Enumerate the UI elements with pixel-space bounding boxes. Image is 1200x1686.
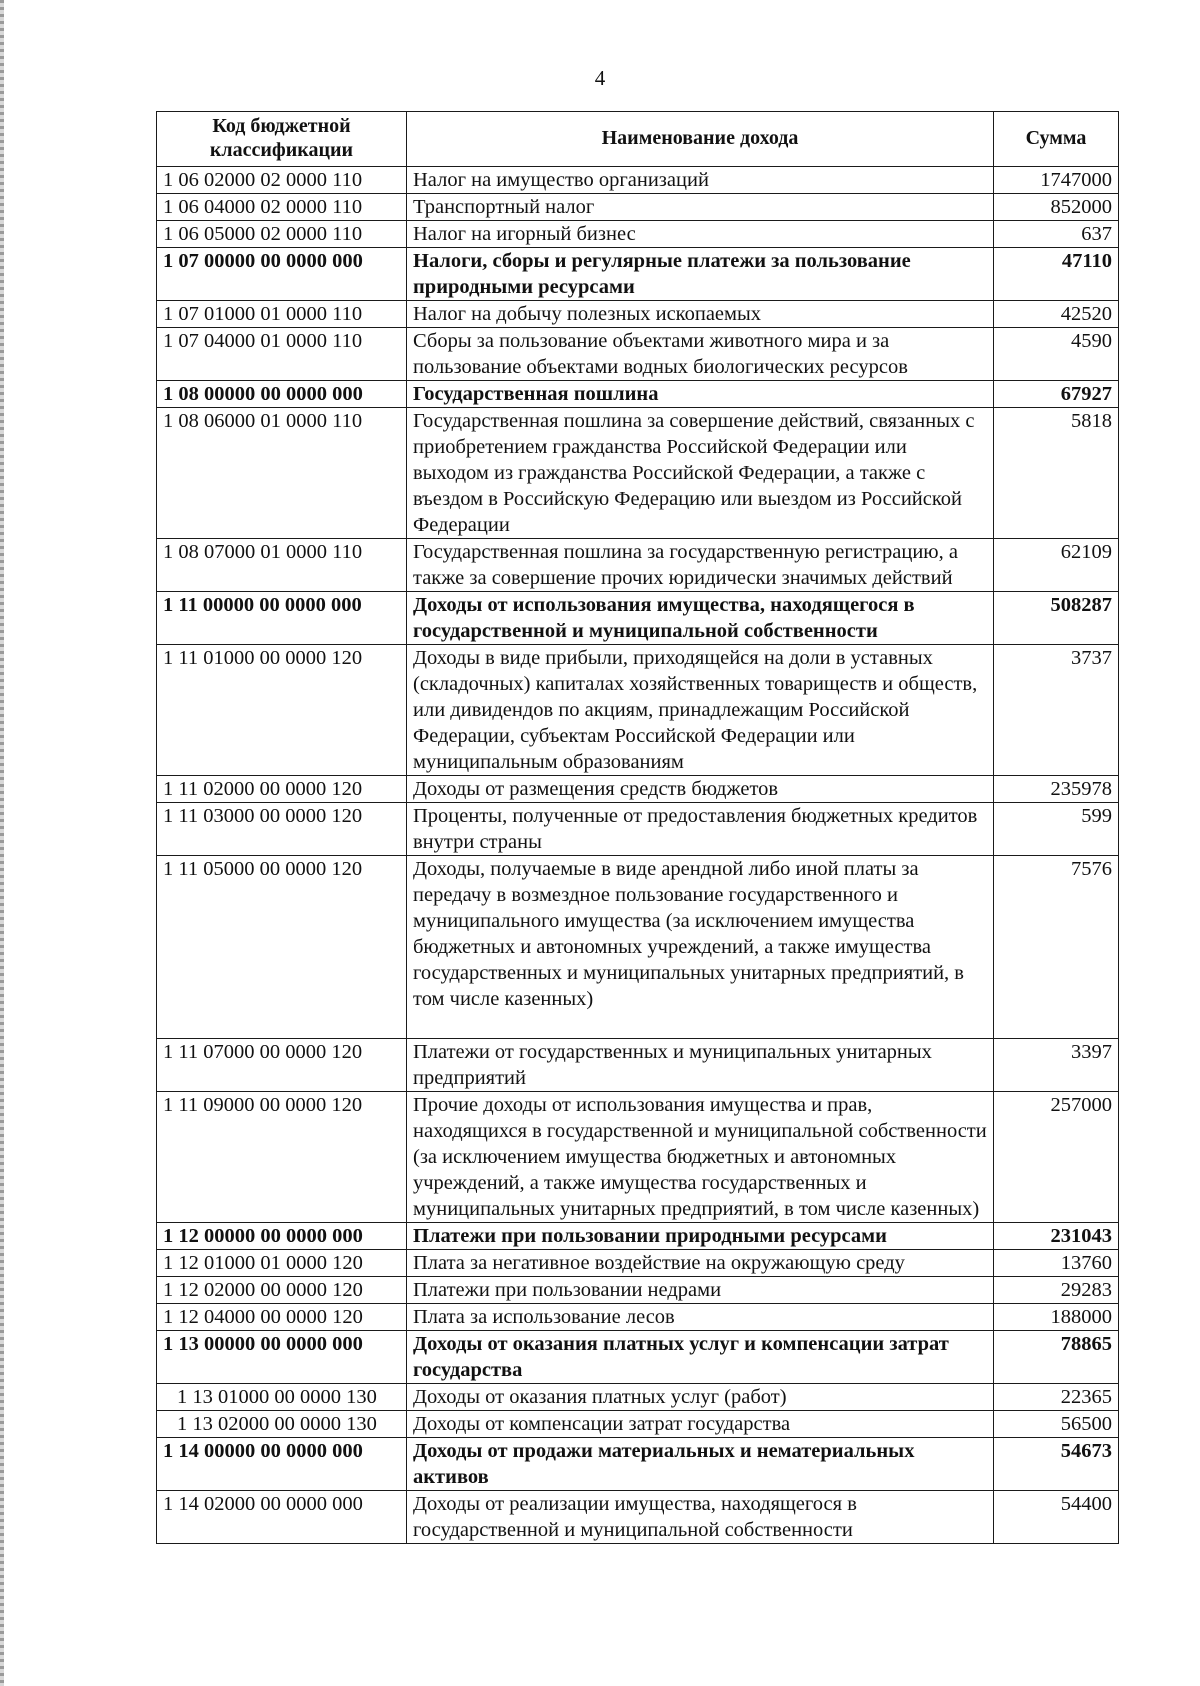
amount-cell: 67927	[994, 381, 1119, 408]
table-row	[157, 776, 1119, 803]
table-row	[157, 328, 1119, 381]
amount-cell: 54673	[994, 1438, 1119, 1491]
revenue-name-cell: Доходы от реализации имущества, находящегося в государственной и муниципальной собственности	[407, 1491, 994, 1544]
table-row	[157, 1411, 1119, 1438]
table-row	[157, 194, 1119, 221]
table-row	[157, 408, 1119, 539]
table-row	[157, 803, 1119, 856]
budget-code-cell: 1 06 04000 02 0000 110	[157, 194, 407, 221]
table-row	[157, 1491, 1119, 1544]
revenue-name-cell: Доходы от оказания платных услуг (работ)	[407, 1384, 994, 1411]
table-row	[157, 1304, 1119, 1331]
revenue-name-cell: Налог на добычу полезных ископаемых	[407, 301, 994, 328]
budget-code-cell: 1 11 05000 00 0000 120	[157, 856, 407, 1039]
budget-code-cell: 1 11 03000 00 0000 120	[157, 803, 407, 856]
revenue-name-cell: Сборы за пользование объектами животного мира и за пользование объектами водных биологических ресурсов	[407, 328, 994, 381]
revenue-name-cell: Налоги, сборы и регулярные платежи за пользование природными ресурсами	[407, 248, 994, 301]
budget-code-cell: 1 08 06000 01 0000 110	[157, 408, 407, 539]
revenue-name-cell: Государственная пошлина	[407, 381, 994, 408]
budget-code-cell: 1 11 01000 00 0000 120	[157, 645, 407, 776]
amount-cell: 7576	[994, 856, 1119, 1039]
revenue-name-cell: Доходы от размещения средств бюджетов	[407, 776, 994, 803]
revenue-name-cell: Доходы от использования имущества, находящегося в государственной и муниципальной собственности	[407, 592, 994, 645]
budget-code-cell: 1 07 00000 00 0000 000	[157, 248, 407, 301]
budget-code-cell: 1 07 01000 01 0000 110	[157, 301, 407, 328]
table-row	[157, 645, 1119, 776]
scan-edge	[0, 0, 4, 1686]
budget-code-cell: 1 11 02000 00 0000 120	[157, 776, 407, 803]
budget-code-cell: 1 14 00000 00 0000 000	[157, 1438, 407, 1491]
revenue-name-cell: Доходы от компенсации затрат государства	[407, 1411, 994, 1438]
revenue-name-cell: Проценты, полученные от предоставления бюджетных кредитов внутри страны	[407, 803, 994, 856]
table-row	[157, 1223, 1119, 1250]
table-row	[157, 1384, 1119, 1411]
amount-cell: 3397	[994, 1039, 1119, 1092]
table-row	[157, 1250, 1119, 1277]
budget-code-cell: 1 11 07000 00 0000 120	[157, 1039, 407, 1092]
budget-code-cell: 1 12 00000 00 0000 000	[157, 1223, 407, 1250]
table-row	[157, 539, 1119, 592]
header-name: Наименование дохода	[407, 112, 994, 167]
amount-cell: 852000	[994, 194, 1119, 221]
revenue-table	[156, 111, 1119, 1544]
revenue-name-cell: Платежи от государственных и муниципальных унитарных предприятий	[407, 1039, 994, 1092]
revenue-name-cell: Доходы в виде прибыли, приходящейся на доли в уставных (складочных) капиталах хозяйственных товариществ и обществ, или дивидендов по акциям, принадлежащим Российской Федерации, субъектам Российской Федерации или муниципальным образованиям	[407, 645, 994, 776]
amount-cell: 3737	[994, 645, 1119, 776]
table-row	[157, 381, 1119, 408]
budget-code-cell: 1 13 00000 00 0000 000	[157, 1331, 407, 1384]
budget-code-cell: 1 12 01000 01 0000 120	[157, 1250, 407, 1277]
table-body	[157, 167, 1119, 1544]
revenue-name-cell: Прочие доходы от использования имущества и прав, находящихся в государственной и муниципальной собственности (за исключением имущества бюджетных и автономных учреждений, а также имущества государственных и муниципальных унитарных предприятий, в том числе казенных)	[407, 1092, 994, 1223]
revenue-name-cell: Платежи при пользовании природными ресурсами	[407, 1223, 994, 1250]
budget-code-cell: 1 13 01000 00 0000 130	[157, 1384, 407, 1411]
amount-cell: 1747000	[994, 167, 1119, 194]
table-row	[157, 167, 1119, 194]
header-code: Код бюджетной классификации	[157, 112, 407, 167]
budget-code-cell: 1 12 02000 00 0000 120	[157, 1277, 407, 1304]
header-sum: Сумма	[994, 112, 1119, 167]
revenue-name-cell: Доходы от оказания платных услуг и компенсации затрат государства	[407, 1331, 994, 1384]
budget-code-cell: 1 07 04000 01 0000 110	[157, 328, 407, 381]
budget-code-cell: 1 06 05000 02 0000 110	[157, 221, 407, 248]
budget-code-cell: 1 13 02000 00 0000 130	[157, 1411, 407, 1438]
revenue-name-cell: Доходы, получаемые в виде арендной либо иной платы за передачу в возмездное пользование государственного и муниципального имущества (за исключением имущества бюджетных и автономных учреждений, а также имущества государственных и муниципальных унитарных предприятий, в том числе казенных)	[407, 856, 994, 1039]
amount-cell: 5818	[994, 408, 1119, 539]
revenue-name-cell: Плата за использование лесов	[407, 1304, 994, 1331]
amount-cell: 54400	[994, 1491, 1119, 1544]
budget-code-cell: 1 12 04000 00 0000 120	[157, 1304, 407, 1331]
table-row	[157, 221, 1119, 248]
table-header-row	[157, 112, 1119, 167]
amount-cell: 13760	[994, 1250, 1119, 1277]
amount-cell: 4590	[994, 328, 1119, 381]
revenue-name-cell: Плата за негативное воздействие на окружающую среду	[407, 1250, 994, 1277]
table-row	[157, 1092, 1119, 1223]
amount-cell: 42520	[994, 301, 1119, 328]
budget-code-cell: 1 08 00000 00 0000 000	[157, 381, 407, 408]
table-row	[157, 301, 1119, 328]
table-row	[157, 1331, 1119, 1384]
amount-cell: 188000	[994, 1304, 1119, 1331]
budget-code-cell: 1 08 07000 01 0000 110	[157, 539, 407, 592]
table-row	[157, 1438, 1119, 1491]
revenue-name-cell: Доходы от продажи материальных и нематериальных активов	[407, 1438, 994, 1491]
table-row	[157, 856, 1119, 1039]
revenue-name-cell: Транспортный налог	[407, 194, 994, 221]
table-row	[157, 1039, 1119, 1092]
amount-cell: 62109	[994, 539, 1119, 592]
table-row	[157, 1277, 1119, 1304]
amount-cell: 637	[994, 221, 1119, 248]
amount-cell: 235978	[994, 776, 1119, 803]
revenue-name-cell: Налог на имущество организаций	[407, 167, 994, 194]
revenue-name-cell: Платежи при пользовании недрами	[407, 1277, 994, 1304]
revenue-name-cell: Государственная пошлина за государственную регистрацию, а также за совершение прочих юридически значимых действий	[407, 539, 994, 592]
table-row	[157, 248, 1119, 301]
amount-cell: 47110	[994, 248, 1119, 301]
budget-code-cell: 1 06 02000 02 0000 110	[157, 167, 407, 194]
amount-cell: 257000	[994, 1092, 1119, 1223]
revenue-name-cell: Налог на игорный бизнес	[407, 221, 994, 248]
budget-code-cell: 1 14 02000 00 0000 000	[157, 1491, 407, 1544]
budget-code-cell: 1 11 00000 00 0000 000	[157, 592, 407, 645]
amount-cell: 599	[994, 803, 1119, 856]
table-row	[157, 592, 1119, 645]
page-number: 4	[594, 66, 606, 90]
amount-cell: 508287	[994, 592, 1119, 645]
amount-cell: 22365	[994, 1384, 1119, 1411]
amount-cell: 231043	[994, 1223, 1119, 1250]
revenue-name-cell: Государственная пошлина за совершение действий, связанных с приобретением гражданства Российской Федерации или выходом из гражданства Российской Федерации, а также с въездом в Российскую Федерацию или выездом из Российской Федерации	[407, 408, 994, 539]
amount-cell: 78865	[994, 1331, 1119, 1384]
amount-cell: 56500	[994, 1411, 1119, 1438]
budget-code-cell: 1 11 09000 00 0000 120	[157, 1092, 407, 1223]
amount-cell: 29283	[994, 1277, 1119, 1304]
